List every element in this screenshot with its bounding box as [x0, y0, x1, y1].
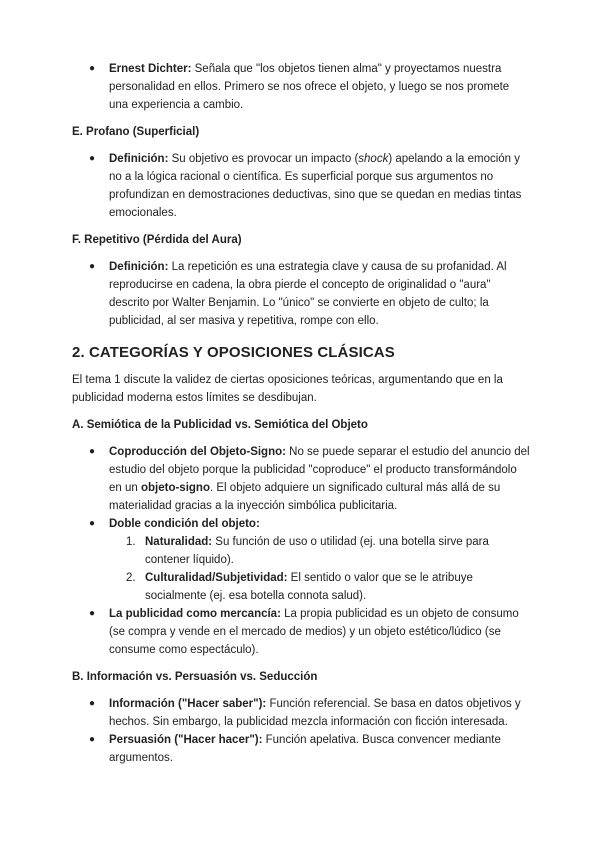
bullet-item-ernest-dichter — [72, 60, 530, 114]
bullet-text: Definición: La repetición es una estrategia clave y causa de su profanidad. Al reproducirse en cadena, la obra pierde el concepto de originalidad o "aura" descrito por Walter Benjamin. Lo "único" se convierte en objeto de culto; la publicidad, al ser masiva y repetitiva, rompe con ello. — [109, 261, 507, 327]
bullet-icon: ● — [89, 261, 96, 272]
subsection-title-b: B. Información vs. Persuasión vs. Seducción — [72, 671, 318, 683]
bullet-text: Persuasión ("Hacer hacer"): Función apelativa. Busca convencer mediante argumentos. — [109, 734, 501, 764]
emphasis-shock: shock — [358, 153, 389, 165]
numbered-term: Naturalidad: — [145, 536, 213, 548]
bullet-term: Ernest Dichter: — [109, 63, 192, 75]
bullet-icon: ● — [89, 153, 96, 164]
bullet-term: Doble condición del objeto: — [109, 518, 260, 530]
bullet-text: Información ("Hacer saber"): Función referencial. Se basa en datos objetivos y hechos. Sin embargo, la publicidad mezcla información con ficción interesada. — [109, 698, 521, 728]
strong-objeto-signo: objeto-signo — [140, 482, 210, 494]
bullet-icon: ● — [89, 608, 96, 619]
bullet-term: Definición: — [109, 261, 169, 273]
bullet-item-mercancia — [72, 605, 530, 659]
bullet-icon: ● — [89, 518, 96, 529]
section-heading-2: 2. CATEGORÍAS Y OPOSICIONES CLÁSICAS — [72, 344, 395, 361]
list-number: 2. — [126, 572, 136, 584]
numbered-text: Culturalidad/Subjetividad: El sentido o valor que se le atribuye socialmente (ej. esa botella connota salud). — [145, 572, 473, 602]
numbered-item-culturalidad — [72, 569, 530, 605]
document-page — [72, 60, 530, 767]
bullet-term: Persuasión ("Hacer hacer"): — [109, 734, 263, 746]
bullet-term: Coproducción del Objeto-Signo: — [109, 446, 286, 458]
bullet-text: Coproducción del Objeto-Signo: No se puede separar el estudio del anuncio del estudio del objeto porque la publicidad "coproduce" el producto transformándolo en un objeto-signo. El objeto adquiere un significado cultural más allá de su materialidad gracias a la inyección simbólica publicitaria. — [109, 446, 530, 512]
numbered-item-naturalidad — [72, 533, 530, 569]
subsection-title-e: E. Profano (Superficial) — [72, 126, 200, 138]
bullet-item-coproduccion — [72, 443, 530, 515]
bullet-text: Definición: Su objetivo es provocar un impacto (shock) apelando a la emoción y no a la lógica racional o científica. Es superficial porque sus argumentos no profundizan en demostraciones deductivas, sino que se quedan en medias tintas emocionales. — [109, 153, 522, 219]
numbered-term: Culturalidad/Subjetividad: — [145, 572, 288, 584]
subsection-title-a: A. Semiótica de la Publicidad vs. Semiótica del Objeto — [72, 419, 368, 431]
numbered-text: Naturalidad: Su función de uso o utilidad (ej. una botella sirve para contener líquido). — [145, 536, 489, 566]
bullet-term: Definición: — [109, 153, 169, 165]
bullet-icon: ● — [89, 698, 96, 709]
bullet-icon: ● — [89, 734, 96, 745]
bullet-item-definicion-profano — [72, 150, 530, 222]
bullet-icon: ● — [89, 446, 96, 457]
bullet-term: Información ("Hacer saber"): — [109, 698, 267, 710]
subsection-title-f: F. Repetitivo (Pérdida del Aura) — [72, 234, 242, 246]
bullet-text — [109, 515, 530, 533]
bullet-item-doble-condicion — [72, 515, 530, 533]
section-intro: El tema 1 discute la validez de ciertas oposiciones teóricas, argumentando que en la publicidad moderna estos límites se desdibujan. — [72, 374, 503, 404]
bullet-text: La publicidad como mercancía: La propia publicidad es un objeto de consumo (se compra y vende en el mercado de medios) y un objeto estético/lúdico (se consume como espectáculo). — [109, 608, 519, 656]
bullet-item-informacion — [72, 695, 530, 731]
bullet-item-persuasion — [72, 731, 530, 767]
bullet-item-definicion-repetitivo — [72, 258, 530, 330]
bullet-icon: ● — [89, 63, 96, 74]
bullet-text: Ernest Dichter: Señala que "los objetos tienen alma" y proyectamos nuestra personalidad en ellos. Primero se nos ofrece el objeto, y luego se nos promete una experiencia a cambio. — [109, 63, 510, 111]
bullet-term: La publicidad como mercancía: — [109, 608, 281, 620]
list-number: 1. — [126, 536, 136, 548]
